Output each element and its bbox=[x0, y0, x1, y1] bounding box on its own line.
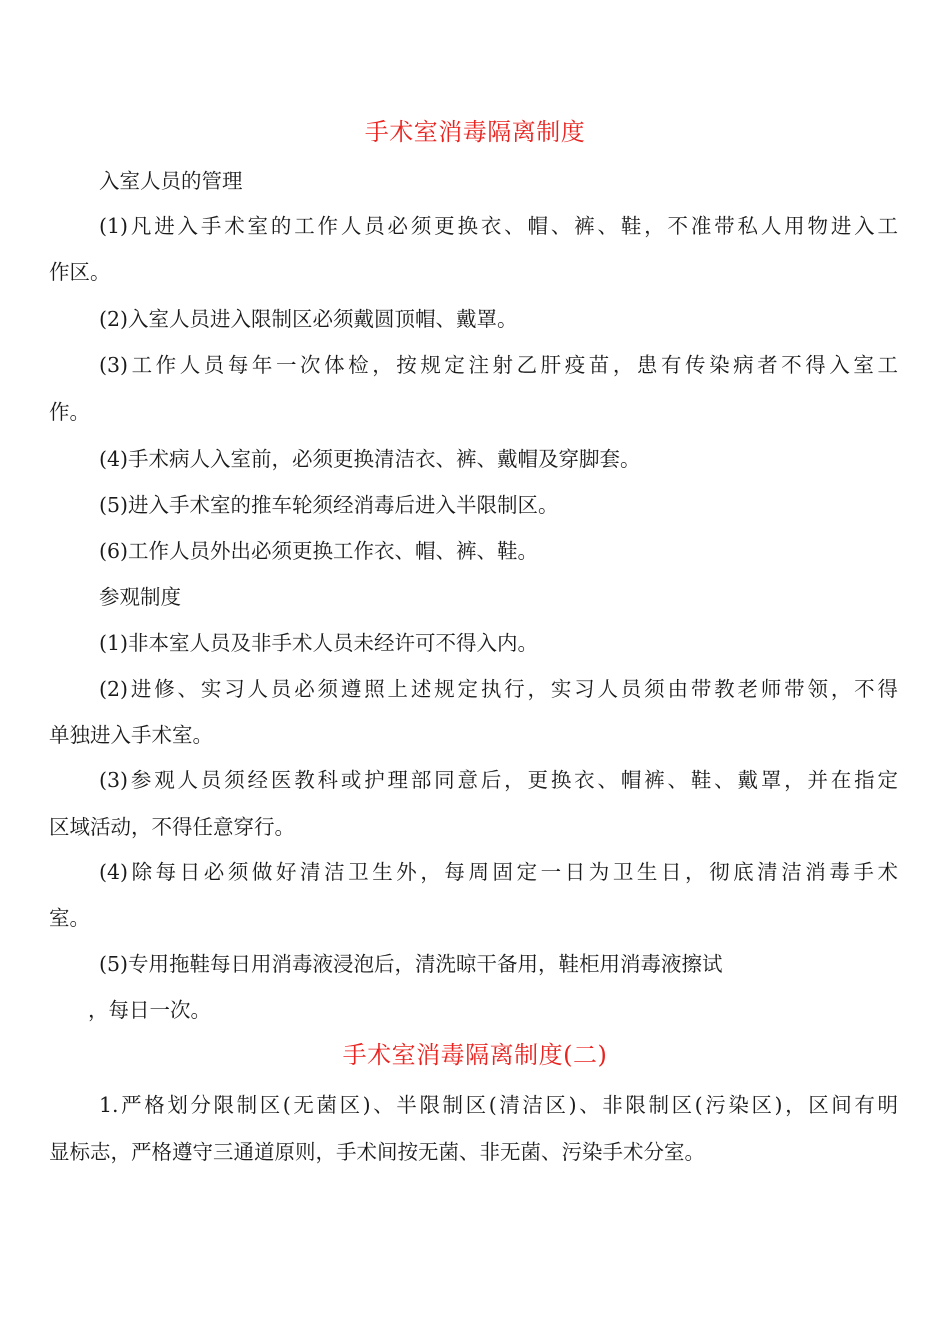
document-title: 手术室消毒隔离制度 bbox=[364, 118, 586, 146]
section-heading-entry-management: 入室人员的管理 bbox=[99, 169, 243, 193]
paragraph-line: 作区。 bbox=[49, 260, 111, 284]
section-heading-visit-rules: 参观制度 bbox=[99, 585, 181, 609]
paragraph-line: (1)凡进入手术室的工作人员必须更换衣、帽、裤、鞋，不准带私人用物进入工 bbox=[99, 214, 898, 238]
paragraph-line: (6)工作人员外出必须更换工作衣、帽、裤、鞋。 bbox=[99, 539, 539, 563]
paragraph-line: 1.严格划分限制区(无菌区)、半限制区(清洁区)、非限制区(污染区)，区间有明 bbox=[99, 1093, 898, 1117]
paragraph-line: (5)专用拖鞋每日用消毒液浸泡后，清洗晾干备用，鞋柜用消毒液擦试 bbox=[99, 952, 723, 976]
paragraph-line: (5)进入手术室的推车轮须经消毒后进入半限制区。 bbox=[99, 493, 559, 517]
paragraph-line: 作。 bbox=[49, 400, 90, 424]
paragraph-line: 显标志，严格遵守三通道原则，手术间按无菌、非无菌、污染手术分室。 bbox=[49, 1140, 705, 1164]
paragraph-line: 单独进入手术室。 bbox=[49, 723, 213, 747]
paragraph-line: 室。 bbox=[49, 906, 90, 930]
paragraph-line: (1)非本室人员及非手术人员未经许可不得入内。 bbox=[99, 631, 539, 655]
paragraph-line: (4)除每日必须做好清洁卫生外，每周固定一日为卫生日，彻底清洁消毒手术 bbox=[99, 860, 898, 884]
document-title-part-two: 手术室消毒隔离制度(二) bbox=[342, 1041, 608, 1069]
paragraph-line: (3)工作人员每年一次体检，按规定注射乙肝疫苗，患有传染病者不得入室工 bbox=[99, 353, 898, 377]
paragraph-line: ，每日一次。 bbox=[88, 998, 211, 1022]
paragraph-line: (4)手术病人入室前，必须更换清洁衣、裤、戴帽及穿脚套。 bbox=[99, 447, 641, 471]
paragraph-line: (2)入室人员进入限制区必须戴圆顶帽、戴罩。 bbox=[99, 307, 518, 331]
paragraph-line: 区域活动，不得任意穿行。 bbox=[49, 815, 295, 839]
paragraph-line: (2)进修、实习人员必须遵照上述规定执行，实习人员须由带教老师带领，不得 bbox=[99, 677, 898, 701]
paragraph-line: (3)参观人员须经医教科或护理部同意后，更换衣、帽裤、鞋、戴罩，并在指定 bbox=[99, 768, 898, 792]
